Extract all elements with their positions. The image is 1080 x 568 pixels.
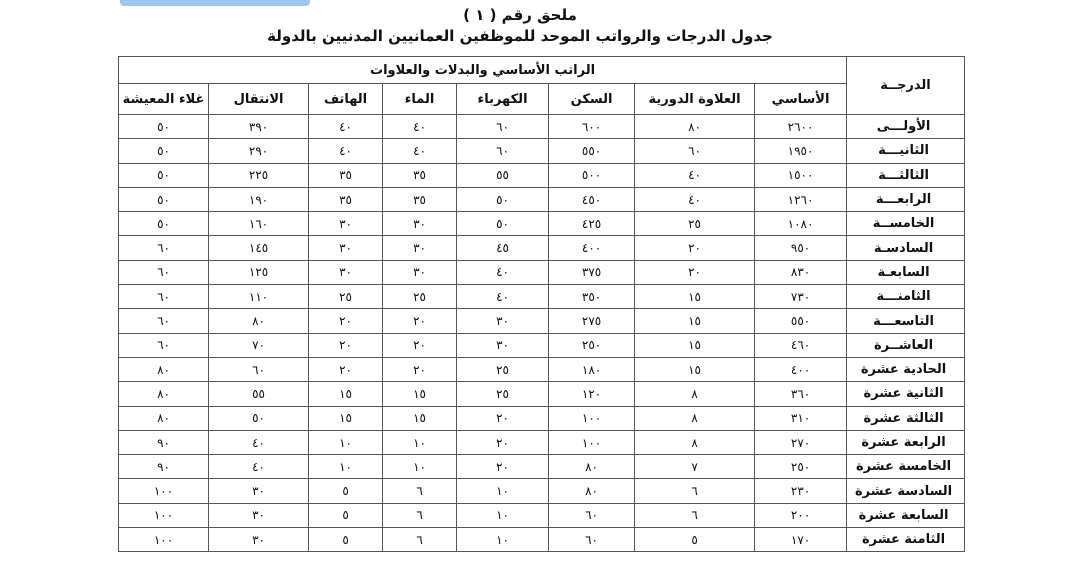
value-cell: ١٥ xyxy=(383,382,457,406)
value-cell: ٦٠ xyxy=(209,357,309,381)
value-cell: ١١٠ xyxy=(209,285,309,309)
value-cell: ٥٠٠ xyxy=(549,163,635,187)
value-cell: ٦ xyxy=(383,528,457,552)
value-cell: ٢٠ xyxy=(457,455,549,479)
value-cell: ٢٢٥ xyxy=(209,163,309,187)
value-cell: ٣٥ xyxy=(309,163,383,187)
table-row xyxy=(119,430,965,454)
table-row xyxy=(119,309,965,333)
value-cell: ٦ xyxy=(635,479,755,503)
value-cell: ١٢٦٠ xyxy=(755,187,847,211)
grade-cell: الحادية عشرة xyxy=(847,357,965,381)
salary-table xyxy=(118,56,965,552)
table-row xyxy=(119,236,965,260)
value-cell: ٦ xyxy=(383,503,457,527)
value-cell: ٨٠ xyxy=(119,357,209,381)
value-cell: ٥ xyxy=(309,479,383,503)
table-row xyxy=(119,503,965,527)
table-title: جدول الدرجات والرواتب الموحد للموظفين العمانيين المدنيين بالدولة xyxy=(267,27,773,45)
grade-cell: الثانية عشرة xyxy=(847,382,965,406)
value-cell: ٢٠ xyxy=(383,357,457,381)
value-cell: ٥٥٠ xyxy=(549,139,635,163)
value-cell: ٣٩٠ xyxy=(209,115,309,139)
grade-cell: الخامسة عشرة xyxy=(847,455,965,479)
value-cell: ١٥ xyxy=(309,406,383,430)
grade-column-header: الدرجــة xyxy=(847,57,965,115)
value-cell: ١٨٠ xyxy=(549,357,635,381)
value-cell: ٩٥٠ xyxy=(755,236,847,260)
value-cell: ٣٠ xyxy=(309,236,383,260)
grade-cell: السادسة عشرة xyxy=(847,479,965,503)
value-cell: ٤٠ xyxy=(383,115,457,139)
value-cell: ٣٠ xyxy=(309,260,383,284)
grade-cell: السادسـة xyxy=(847,236,965,260)
column-header: الماء xyxy=(383,84,457,115)
table-row xyxy=(119,406,965,430)
value-cell: ٤٠ xyxy=(209,430,309,454)
value-cell: ٤٠٠ xyxy=(549,236,635,260)
value-cell: ٢٩٠ xyxy=(209,139,309,163)
grade-cell: الأولـــى xyxy=(847,115,965,139)
table-row xyxy=(119,357,965,381)
value-cell: ٩٠ xyxy=(119,430,209,454)
value-cell: ٤٥٠ xyxy=(549,187,635,211)
value-cell: ٢٠ xyxy=(457,406,549,430)
table-row xyxy=(119,115,965,139)
value-cell: ٥٠ xyxy=(209,406,309,430)
value-cell: ٢٥ xyxy=(457,357,549,381)
value-cell: ١٠٠ xyxy=(549,406,635,430)
value-cell: ٨٠ xyxy=(209,309,309,333)
value-cell: ٣٠ xyxy=(457,333,549,357)
value-cell: ٢٠ xyxy=(457,430,549,454)
value-cell: ٥٠ xyxy=(119,115,209,139)
value-cell: ٥٥٠ xyxy=(755,309,847,333)
value-cell: ١٠ xyxy=(457,528,549,552)
value-cell: ٨٠ xyxy=(635,115,755,139)
value-cell: ٦٠ xyxy=(457,115,549,139)
value-cell: ٦٠ xyxy=(457,139,549,163)
value-cell: ٣٠ xyxy=(383,212,457,236)
value-cell: ٥٠ xyxy=(457,187,549,211)
value-cell: ٢٥ xyxy=(309,285,383,309)
value-cell: ٣٠ xyxy=(383,236,457,260)
value-cell: ٣٥ xyxy=(383,163,457,187)
value-cell: ٦٠ xyxy=(549,503,635,527)
value-cell: ١٢٥ xyxy=(209,260,309,284)
grade-cell: السابعة عشرة xyxy=(847,503,965,527)
value-cell: ١٥ xyxy=(383,406,457,430)
value-cell: ٤٠ xyxy=(635,163,755,187)
value-cell: ٦٠ xyxy=(119,285,209,309)
grade-cell: التاسعـــة xyxy=(847,309,965,333)
value-cell: ٦٠٠ xyxy=(549,115,635,139)
value-cell: ٤٠ xyxy=(383,139,457,163)
column-header: العلاوة الدورية xyxy=(635,84,755,115)
value-cell: ١٧٠ xyxy=(755,528,847,552)
value-cell: ٢٠ xyxy=(635,236,755,260)
value-cell: ٣١٠ xyxy=(755,406,847,430)
value-cell: ١٥ xyxy=(635,333,755,357)
value-cell: ٨٠ xyxy=(549,455,635,479)
group-column-header: الراتب الأساسي والبدلات والعلاوات xyxy=(119,57,847,84)
table-row xyxy=(119,139,965,163)
value-cell: ٣٥٠ xyxy=(549,285,635,309)
column-header: غلاء المعيشة xyxy=(119,84,209,115)
value-cell: ٨ xyxy=(635,430,755,454)
value-cell: ٧٠ xyxy=(209,333,309,357)
grade-cell: العاشــرة xyxy=(847,333,965,357)
value-cell: ١٦٠ xyxy=(209,212,309,236)
value-cell: ٦٠ xyxy=(119,260,209,284)
value-cell: ٢٠ xyxy=(635,260,755,284)
value-cell: ٣٠ xyxy=(209,503,309,527)
grade-cell: الرابعـــة xyxy=(847,187,965,211)
value-cell: ٨٠ xyxy=(119,406,209,430)
value-cell: ٨٣٠ xyxy=(755,260,847,284)
value-cell: ٥٠ xyxy=(119,139,209,163)
value-cell: ٦ xyxy=(383,479,457,503)
table-row xyxy=(119,285,965,309)
value-cell: ٣٦٠ xyxy=(755,382,847,406)
value-cell: ١٠٠ xyxy=(549,430,635,454)
value-cell: ٢٠ xyxy=(309,333,383,357)
value-cell: ٢٥ xyxy=(457,382,549,406)
value-cell: ١٥ xyxy=(635,309,755,333)
value-cell: ٦٠ xyxy=(119,333,209,357)
value-cell: ٢٥ xyxy=(383,285,457,309)
value-cell: ١٥ xyxy=(309,382,383,406)
value-cell: ٥ xyxy=(309,528,383,552)
value-cell: ٤٠ xyxy=(457,260,549,284)
column-header: السكن xyxy=(549,84,635,115)
column-header: الهاتف xyxy=(309,84,383,115)
value-cell: ٨ xyxy=(635,382,755,406)
value-cell: ١٠ xyxy=(309,430,383,454)
value-cell: ٨ xyxy=(635,406,755,430)
value-cell: ٢٠ xyxy=(309,309,383,333)
value-cell: ١٥ xyxy=(635,285,755,309)
value-cell: ٥٥ xyxy=(209,382,309,406)
grade-cell: السابعـة xyxy=(847,260,965,284)
value-cell: ٦٠ xyxy=(549,528,635,552)
value-cell: ٢٥ xyxy=(635,212,755,236)
value-cell: ٤٠ xyxy=(457,285,549,309)
grade-cell: الثالثـــة xyxy=(847,163,965,187)
value-cell: ١٠٠ xyxy=(119,479,209,503)
value-cell: ٤٠ xyxy=(209,455,309,479)
value-cell: ٢٥٠ xyxy=(549,333,635,357)
value-cell: ٣٥ xyxy=(309,187,383,211)
value-cell: ٥٠ xyxy=(119,187,209,211)
value-cell: ٦ xyxy=(635,503,755,527)
column-header: الكهرباء xyxy=(457,84,549,115)
table-row xyxy=(119,260,965,284)
value-cell: ٦٠ xyxy=(635,139,755,163)
table-row xyxy=(119,479,965,503)
value-cell: ١٠٠ xyxy=(119,503,209,527)
value-cell: ٤٠ xyxy=(635,187,755,211)
grade-cell: الرابعة عشرة xyxy=(847,430,965,454)
value-cell: ٣٠ xyxy=(309,212,383,236)
value-cell: ٢٠ xyxy=(309,357,383,381)
value-cell: ١٥ xyxy=(635,357,755,381)
table-row xyxy=(119,212,965,236)
value-cell: ٨٠ xyxy=(549,479,635,503)
grade-cell: الثامنـــة xyxy=(847,285,965,309)
value-cell: ٢٥٠ xyxy=(755,455,847,479)
value-cell: ٨٠ xyxy=(119,382,209,406)
value-cell: ٣٠ xyxy=(209,479,309,503)
table-row xyxy=(119,455,965,479)
value-cell: ٧٣٠ xyxy=(755,285,847,309)
value-cell: ٣٠ xyxy=(457,309,549,333)
value-cell: ٣٥ xyxy=(383,187,457,211)
value-cell: ٢٠ xyxy=(383,309,457,333)
value-cell: ١٢٠ xyxy=(549,382,635,406)
value-cell: ٩٠ xyxy=(119,455,209,479)
value-cell: ٦٠ xyxy=(119,309,209,333)
value-cell: ٢٠ xyxy=(383,333,457,357)
grade-cell: الثانيـــة xyxy=(847,139,965,163)
value-cell: ٤٠ xyxy=(309,115,383,139)
value-cell: ١٠ xyxy=(457,503,549,527)
value-cell: ٥٥ xyxy=(457,163,549,187)
value-cell: ٣٧٥ xyxy=(549,260,635,284)
table-row xyxy=(119,382,965,406)
table-row xyxy=(119,528,965,552)
value-cell: ١٠ xyxy=(309,455,383,479)
value-cell: ٤٦٠ xyxy=(755,333,847,357)
value-cell: ٣٠ xyxy=(383,260,457,284)
value-cell: ٣٠ xyxy=(209,528,309,552)
table-row xyxy=(119,333,965,357)
grade-cell: الخامســة xyxy=(847,212,965,236)
value-cell: ٥٠ xyxy=(119,212,209,236)
value-cell: ١٠ xyxy=(383,430,457,454)
value-cell: ٢٣٠ xyxy=(755,479,847,503)
value-cell: ٥٠ xyxy=(119,163,209,187)
value-cell: ١٤٥ xyxy=(209,236,309,260)
value-cell: ٢٧٥ xyxy=(549,309,635,333)
value-cell: ١٩٥٠ xyxy=(755,139,847,163)
value-cell: ٧ xyxy=(635,455,755,479)
value-cell: ٤٠٠ xyxy=(755,357,847,381)
column-header: الأساسي xyxy=(755,84,847,115)
value-cell: ١٩٠ xyxy=(209,187,309,211)
annex-label: ملحق رقم ( ١ ) xyxy=(463,6,577,24)
value-cell: ٥٠ xyxy=(457,212,549,236)
column-header: الانتقال xyxy=(209,84,309,115)
grade-cell: الثامنة عشرة xyxy=(847,528,965,552)
value-cell: ٥ xyxy=(309,503,383,527)
table-row xyxy=(119,187,965,211)
value-cell: ١٠ xyxy=(457,479,549,503)
grade-cell: الثالثة عشرة xyxy=(847,406,965,430)
value-cell: ٢٠٠ xyxy=(755,503,847,527)
value-cell: ٤٢٥ xyxy=(549,212,635,236)
value-cell: ٤٥ xyxy=(457,236,549,260)
value-cell: ١٠٠ xyxy=(119,528,209,552)
value-cell: ٤٠ xyxy=(309,139,383,163)
value-cell: ٦٠ xyxy=(119,236,209,260)
value-cell: ٢٧٠ xyxy=(755,430,847,454)
value-cell: ١٥٠٠ xyxy=(755,163,847,187)
value-cell: ١٠ xyxy=(383,455,457,479)
value-cell: ٢٦٠٠ xyxy=(755,115,847,139)
value-cell: ١٠٨٠ xyxy=(755,212,847,236)
table-row xyxy=(119,163,965,187)
value-cell: ٥ xyxy=(635,528,755,552)
